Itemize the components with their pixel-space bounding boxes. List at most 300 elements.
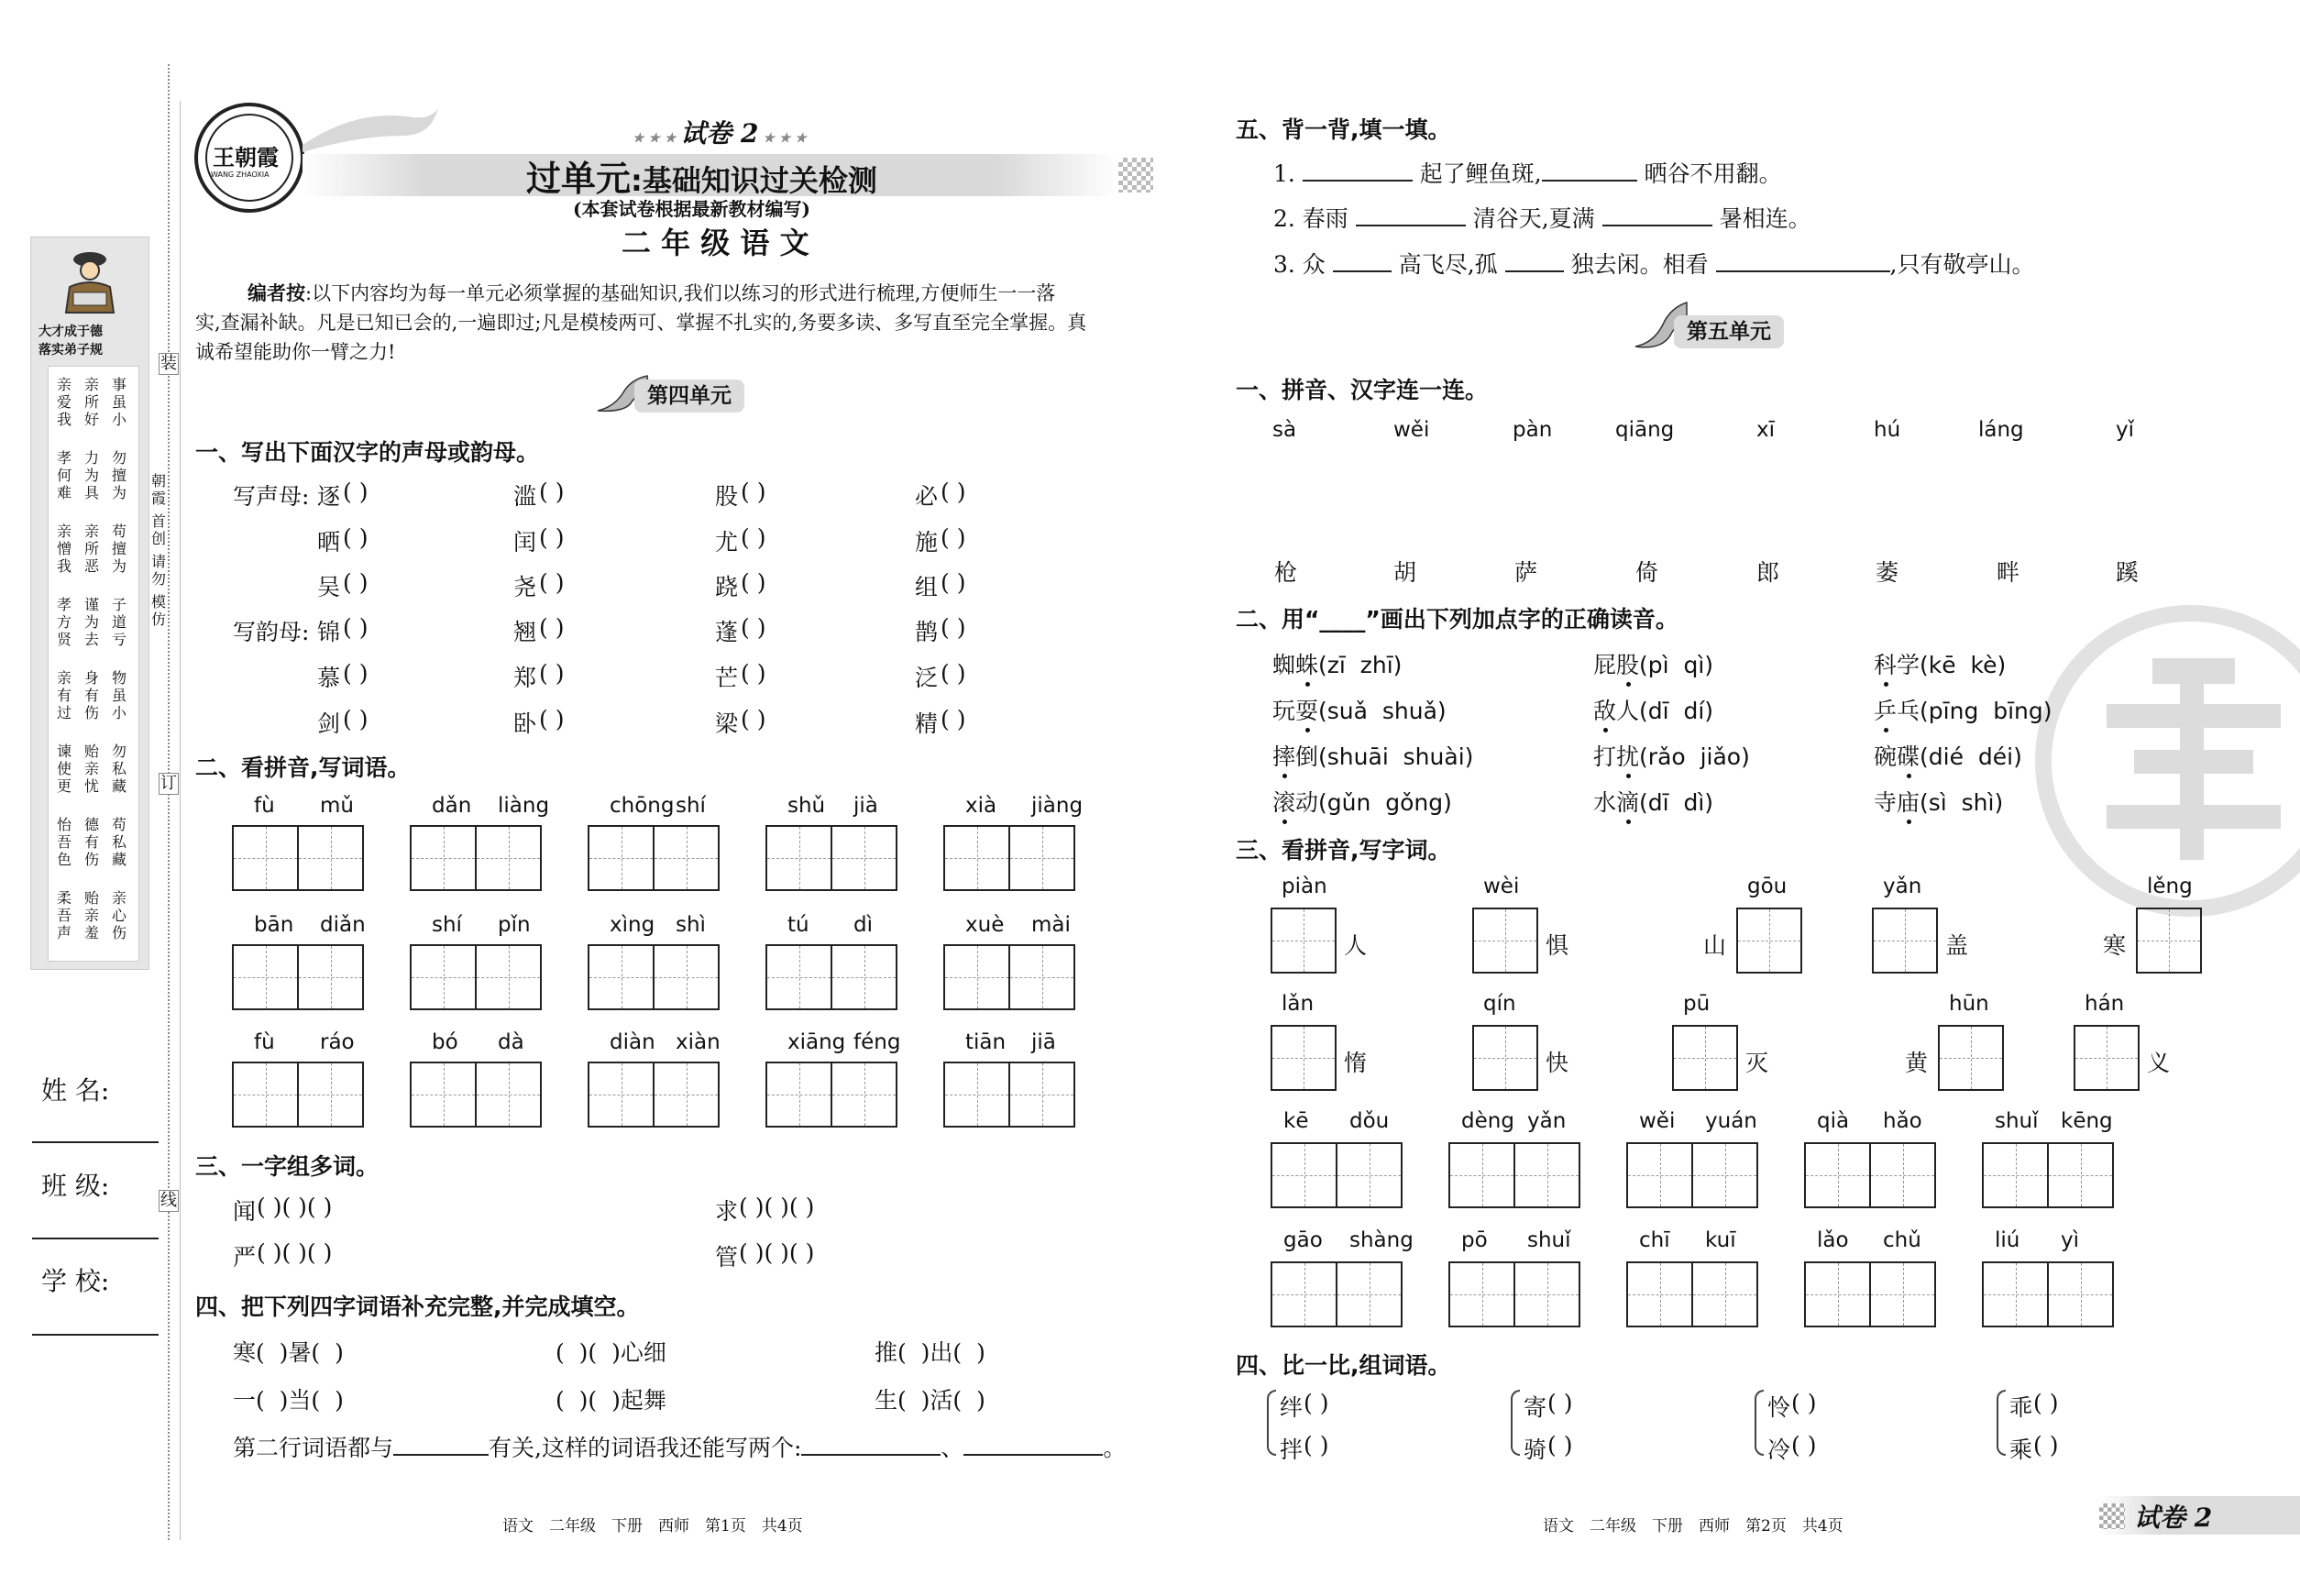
u4-q1-answer[interactable]: ( ) [941,524,966,551]
footer-left: 语文 二年级 下册 西师 第1页 共4页 [502,1517,803,1535]
u4-q2-pinyin: tú [787,913,809,937]
u4-q1-answer[interactable]: ( ) [539,706,565,732]
u4-q2-pinyin: fù [254,1030,275,1054]
u4-q2-pinyin: jiàng [1031,794,1084,818]
u4-q1-char: 滥 [513,483,537,510]
u5-q3-writing-grid[interactable] [1271,1261,1403,1327]
u4-q2-pinyin: tiān [965,1030,1007,1054]
poem-column: 苟私藏 [111,816,127,868]
u4-q2-pinyin: ráo [320,1030,355,1054]
u5-q3-writing-grid[interactable] [1271,908,1337,974]
u5-q3-writing-grid[interactable] [1626,1261,1758,1327]
u5-q3-pinyin: wèi [1483,875,1520,898]
u4-q4-idiom[interactable]: ( )( )起舞 [556,1387,666,1414]
u4-q1-char: 闰 [513,529,537,556]
u5-q3-writing-grid[interactable] [1982,1261,2114,1327]
class-label: 班 级: [41,1171,110,1201]
u5-q1-hanzi[interactable]: 郎 [1756,559,1780,586]
u5-q3-pinyin: gāo [1283,1228,1323,1252]
u5-q3-pinyin: chǔ [1883,1228,1921,1252]
binding-line-inner [180,101,181,1540]
u4-q2-writing-grid[interactable] [232,1062,364,1128]
u5-q3-pinyin: kē [1283,1109,1309,1133]
u4-q1-answer[interactable]: ( ) [343,660,369,687]
logo-seal: 王朝霞 WANG ZHAOXIA [194,103,304,213]
u5-q3-before-char: 山 [1703,932,1727,959]
poem-column: 怡吾色 [56,816,72,868]
u4-q1-char: 蓬 [715,619,739,645]
u4-q2-writing-grid[interactable] [943,825,1075,891]
u4-q1-char: 组 [915,574,939,600]
q5-blank-1[interactable] [1303,161,1413,182]
u5-q3-after-char: 快 [1546,1050,1569,1076]
cut-mark-1: 装 [160,354,177,373]
u4-q2-pinyin: féng [853,1030,901,1054]
u4-q2-pinyin: xià [965,794,997,818]
u5-q3-after-char: 人 [1344,932,1368,959]
u5-q3-writing-grid[interactable] [2136,908,2202,974]
u5-q3-pinyin: lěng [2147,875,2193,898]
poem-column: 孝方贤 [56,596,72,648]
u4-q1-label-sheng: 写声母: [233,483,310,510]
u5-q3-before-char: 黄 [1905,1050,1929,1076]
poem-column: 力为具 [83,449,99,501]
cut-mark-3: 线 [160,1191,177,1210]
u4-q1-answer[interactable]: ( ) [343,614,369,641]
q5-line-1: 1. 起了鲤鱼斑, 晒谷不用翻。 [1273,160,1782,187]
u4-q2-writing-grid[interactable] [410,825,542,891]
u4-q3-answers[interactable]: ( )( )( ) [257,1239,333,1266]
q5-line-2: 2. 春雨 清谷天,夏满 暑相连。 [1273,205,1811,232]
u5-q1-pinyin[interactable]: yǐ [2116,418,2135,442]
u4-q2-writing-grid[interactable] [943,1062,1075,1128]
u4-q1-answer[interactable]: ( ) [941,660,966,687]
u5-q2-item[interactable]: 敌人(dī dí) [1593,693,1713,726]
u5-q3-title: 三、看拼音,写字词。 [1236,837,1451,864]
u5-q3-writing-grid[interactable] [1626,1142,1758,1208]
u5-q1-hanzi[interactable]: 萨 [1514,559,1538,586]
poem-column: 贻亲忧 [83,743,99,795]
u4-q2-writing-grid[interactable] [588,944,720,1010]
u4-q1-answer[interactable]: ( ) [741,569,766,596]
u5-q3-pinyin: qín [1483,992,1516,1016]
u5-q4-answer[interactable]: ( ) [1304,1390,1329,1416]
poem-column: 亲所恶 [83,523,99,575]
u5-q2-title: 二、用“____”画出下列加点字的正确读音。 [1236,606,1678,633]
u4-q1-answer[interactable]: ( ) [343,479,369,505]
u4-q1-char: 慕 [317,665,341,691]
u5-q3-writing-grid[interactable] [2074,1025,2140,1091]
u4-q1-label-yun: 写韵母: [233,619,310,645]
poem-column: 谏使更 [56,743,72,795]
poem-column: 亲心伤 [111,889,127,941]
editor-note-line3: 诚希望能助你一臂之力! [195,341,396,363]
u4-q2-pinyin: dì [853,913,873,937]
u5-q1-hanzi[interactable]: 萎 [1876,559,1899,586]
u5-q2-item[interactable]: 滚动(gǔn gǒng) [1272,785,1452,818]
u5-q4-char: 冷 [1767,1436,1791,1463]
footer-right: 语文 二年级 下册 西师 第2页 共4页 [1543,1517,1843,1535]
poem-column: 亲爱我 [56,376,72,428]
u4-q4-blank-3[interactable] [963,1436,1103,1456]
u5-q4-answer[interactable]: ( ) [1304,1432,1329,1458]
u5-q3-pinyin: hūn [1949,992,1989,1016]
u4-q2-pinyin: xiāng [787,1030,846,1054]
poem-column: 柔吾声 [56,889,72,941]
u5-q2-item[interactable]: 打扰(rǎo jiǎo) [1593,739,1750,772]
u5-q4-title: 四、比一比,组词语。 [1236,1352,1451,1379]
copyright-col: 请 勿 [150,553,166,588]
u4-q1-char: 必 [915,483,939,510]
u4-q2-pinyin: chōng [610,794,675,818]
q5-line-3: 3. 众 高飞尽,孤 独去闲。相看 ,只有敬亭山。 [1273,251,2035,278]
u5-q3-writing-grid[interactable] [1472,908,1538,974]
u5-q3-pinyin: dǒu [1349,1109,1390,1133]
poem-column: 勿擅为 [111,449,127,501]
u4-q2-pinyin: jiā [1031,1030,1056,1054]
subtitle: (本套试卷根据最新教材编写) [573,198,810,220]
u4-q1-char: 尤 [715,529,739,556]
u4-q1-answer[interactable]: ( ) [941,479,966,505]
u5-q4-char: 怜 [1767,1394,1791,1421]
u5-q4-char: 拌 [1280,1436,1304,1463]
u5-q3-pinyin: shuǐ [1527,1228,1571,1252]
u4-q1-title: 一、写出下面汉字的声母或韵母。 [195,439,540,466]
u4-q4-blank-1[interactable] [393,1436,489,1456]
sidebar-motto-1: 大才成于德 [39,325,103,339]
u4-q1-char: 郑 [513,665,537,691]
sidebar-copyright [149,472,170,633]
u4-q1-char: 晒 [317,529,341,556]
u4-q1-char: 泛 [915,665,939,691]
u4-q2-pinyin: bó [432,1030,458,1054]
u5-q3-writing-grid[interactable] [1938,1025,2004,1091]
u5-q3-pinyin: yuán [1705,1109,1757,1133]
u4-q2-pinyin: jià [853,794,878,818]
u5-q3-pinyin: lǎo [1817,1228,1849,1252]
poem-column: 谨为去 [83,596,99,648]
u4-q1-answer[interactable]: ( ) [343,569,369,596]
u4-q2-writing-grid[interactable] [588,1062,720,1128]
u5-q3-writing-grid[interactable] [1271,1142,1403,1208]
u5-q3-pinyin: yì [2061,1228,2080,1252]
grade-title: 二 年 级 语 文 [622,226,809,260]
u4-q1-char: 股 [715,483,739,510]
u5-q4-answer[interactable]: ( ) [2033,1432,2059,1458]
u4-q1-char: 剑 [317,710,341,737]
sidebar-poem [48,366,139,962]
u5-q2-item[interactable]: 摔倒(shuāi shuài) [1272,739,1473,772]
u4-q4-idiom[interactable]: 一( )当( ) [233,1387,344,1414]
u5-q3-pinyin: pō [1461,1228,1488,1252]
u4-q1-answer[interactable]: ( ) [539,479,565,505]
editor-note-line1: 编者按:以下内容均为每一单元必须掌握的基础知识,我们以练习的形式进行梳理,方便师生一一落 [248,281,1056,304]
poem-column: 亲憎我 [56,523,72,575]
u4-q1-char: 施 [915,529,939,556]
u4-q2-writing-grid[interactable] [232,825,364,891]
u4-q2-title: 二、看拼音,写词语。 [195,754,411,781]
u5-q3-pinyin: shuǐ [1995,1109,2039,1133]
u4-q1-char: 尧 [513,574,537,600]
header-checker-icon [1118,158,1153,193]
u5-q1-hanzi[interactable]: 蹊 [2116,559,2140,586]
u4-q1-answer[interactable]: ( ) [539,524,565,551]
u4-q1-answer[interactable]: ( ) [941,569,966,596]
u5-q4-char: 乖 [2009,1394,2033,1421]
u5-q3-pinyin: pū [1683,992,1711,1016]
poem-column: 德有伤 [83,816,99,868]
u5-q1-pinyin[interactable]: hú [1874,418,1901,442]
u5-q4-answer[interactable]: ( ) [1547,1432,1573,1458]
u5-q1-pinyin[interactable]: qiāng [1615,418,1675,442]
u5-q3-writing-grid[interactable] [1982,1142,2114,1208]
u5-q1-hanzi[interactable]: 枪 [1274,559,1298,586]
u5-q3-pinyin: qià [1817,1109,1850,1133]
binding-line [168,64,170,1540]
u4-q1-char: 跷 [715,574,739,600]
u4-q4-idiom[interactable]: 寒( )暑( ) [233,1339,344,1366]
name-field[interactable] [32,1141,159,1143]
poem-column: 亲所好 [83,376,99,428]
u4-q1-answer[interactable]: ( ) [741,614,766,641]
u5-q3-pinyin: liú [1995,1228,2020,1252]
q5-blank-7[interactable] [1716,252,1890,272]
u5-q3-after-char: 灭 [1745,1050,1769,1076]
q5-blank-5[interactable] [1333,252,1392,272]
u4-q1-answer[interactable]: ( ) [741,706,766,732]
u5-q3-before-char: 寒 [2103,932,2127,959]
q5-blank-2[interactable] [1542,161,1637,182]
u5-q3-writing-grid[interactable] [1448,1142,1580,1208]
scholar-icon [57,247,123,318]
u5-q1-pinyin[interactable]: wěi [1393,418,1430,442]
cut-mark-2: 订 [160,774,177,793]
u5-q3-writing-grid[interactable] [1448,1261,1580,1327]
u5-q3-pinyin: chī [1639,1228,1670,1252]
u4-q4-title: 四、把下列四字词语补充完整,并完成填空。 [195,1293,640,1320]
u5-q3-pinyin: kēng [2061,1109,2113,1133]
u5-q3-writing-grid[interactable] [1804,1142,1936,1208]
copyright-col: 模 仿 [150,593,166,628]
u4-q2-pinyin: xiàn [676,1030,721,1054]
u4-q2-pinyin: shí [676,794,706,818]
u4-q1-answer[interactable]: ( ) [343,706,369,732]
u4-q3-char: 求 [715,1198,739,1225]
u5-q4-char: 绊 [1280,1394,1304,1421]
u5-q1-pinyin[interactable]: pàn [1513,418,1553,442]
u5-q3-after-char: 义 [2147,1050,2171,1076]
u5-q2-item[interactable]: 蜘蛛(zī zhī) [1272,647,1402,680]
q5-title: 五、背一背,填一填。 [1236,116,1451,143]
editor-note-line2: 实,查漏补缺。凡是已知已会的,一遍即过;凡是模棱两可、掌握不扎实的,务要多读、多写直至完全掌握。真 [195,312,1087,334]
u5-q3-writing-grid[interactable] [1736,908,1802,974]
copyright-col: 首 创 [150,512,166,547]
page-title: 过单元:基础知识过关检测 [526,159,877,199]
u4-q1-char: 逐 [317,483,341,510]
poem-column: 亲有过 [56,669,72,721]
u4-q2-pinyin: diǎn [320,913,366,937]
u5-q3-pinyin: piàn [1282,875,1327,898]
u5-q4-brace-icon [1755,1390,1764,1456]
u4-q1-char: 鹊 [915,619,939,645]
u5-q3-pinyin: kuī [1705,1228,1736,1252]
sidebar-motto-2: 落实弟子规 [39,343,103,358]
u5-q1-pinyin[interactable]: láng [1978,418,2024,442]
poem-column: 孝何难 [56,449,72,501]
u4-q2-pinyin: mǔ [320,794,354,818]
u5-q3-writing-grid[interactable] [1472,1025,1538,1091]
u5-q3-writing-grid[interactable] [1271,1025,1337,1091]
u4-q3-answers[interactable]: ( )( )( ) [739,1194,815,1220]
u4-q2-pinyin: liàng [498,794,550,818]
u5-q1-hanzi[interactable]: 倚 [1635,559,1659,586]
poem-column: 事虽小 [111,376,127,428]
u4-q1-answer[interactable]: ( ) [741,660,766,687]
u4-q4-fill-line: 第二行词语都与 有关,这样的词语我还能写两个: 、 。 [233,1435,1127,1461]
u5-q3-after-char: 惰 [1344,1050,1368,1076]
u5-q1-pinyin[interactable]: sà [1272,418,1297,442]
u4-q2-pinyin: shí [432,913,462,937]
u5-q4-answer[interactable]: ( ) [1791,1432,1817,1458]
u4-q3-char: 管 [715,1244,739,1271]
u4-q2-pinyin: shì [676,913,706,937]
q5-blank-6[interactable] [1505,252,1564,272]
u5-q4-answer[interactable]: ( ) [2033,1390,2059,1416]
u4-q1-answer[interactable]: ( ) [343,524,369,551]
poem-column: 物虽小 [111,669,127,721]
u4-q1-answer[interactable]: ( ) [539,660,565,687]
u4-q2-pinyin: bān [254,913,294,937]
u4-q2-writing-grid[interactable] [588,825,720,891]
footer-badge: 试卷 2 [2134,1502,2213,1533]
u5-q1-title: 一、拼音、汉字连一连。 [1236,377,1489,403]
q5-blank-4[interactable] [1602,206,1712,226]
u4-q3-char: 严 [233,1244,257,1271]
u5-q2-item[interactable]: 科学(kē kè) [1874,647,2006,680]
u5-q3-writing-grid[interactable] [1804,1261,1936,1327]
u4-q1-char: 卧 [513,710,537,737]
u5-q3-pinyin: yǎn [1883,875,1922,898]
poem-column: 身有伤 [83,669,99,721]
u5-q2-item[interactable]: 玩耍(suǎ shuǎ) [1272,693,1447,726]
u4-q2-writing-grid[interactable] [232,944,364,1010]
u5-q4-brace-icon [1511,1390,1520,1456]
u4-q2-pinyin: dà [498,1030,524,1054]
u4-q3-char: 闻 [233,1198,257,1225]
u5-q3-writing-grid[interactable] [1672,1025,1738,1091]
poem-column: 贻亲羞 [83,889,99,941]
poem-column: 苟擅为 [111,523,127,575]
u5-q4-char: 骑 [1524,1436,1547,1463]
u5-q1-hanzi[interactable]: 畔 [1997,559,2020,586]
unit4-badge: 第四单元 [634,380,744,413]
u4-q1-answer[interactable]: ( ) [741,479,766,505]
u5-q2-item[interactable]: 水滴(dī dì) [1593,785,1713,818]
poem-column: 子道亏 [111,596,127,648]
u4-q3-title: 三、一字组多词。 [195,1153,380,1180]
paper-number: ★ ★ ★ 试卷 2 ★ ★ ★ [633,118,807,149]
u4-q1-char: 芒 [715,665,739,691]
u4-q4-idiom[interactable]: 生( )活( ) [875,1387,985,1414]
u5-q2-item[interactable]: 碗碟(dié déi) [1874,739,2022,772]
u5-q1-pinyin[interactable]: xī [1756,418,1776,442]
u4-q2-writing-grid[interactable] [765,944,897,1010]
u4-q2-pinyin: xìng [610,913,655,937]
u4-q4-idiom[interactable]: 推( )出( ) [875,1339,985,1366]
u5-q3-pinyin: hǎo [1883,1109,1922,1133]
u5-q3-writing-grid[interactable] [1872,908,1938,974]
u5-q3-pinyin: lǎn [1282,992,1315,1016]
u5-q3-pinyin: gōu [1747,875,1788,898]
u4-q1-answer[interactable]: ( ) [941,706,966,732]
u4-q2-writing-grid[interactable] [943,944,1075,1010]
school-label: 学 校: [41,1266,110,1296]
u5-q2-item[interactable]: 乒乓(pīng bīng) [1874,693,2052,726]
u5-q4-brace-icon [1267,1390,1276,1456]
u5-q4-char: 寄 [1524,1394,1547,1421]
u4-q3-answers[interactable]: ( )( )( ) [739,1239,815,1266]
u4-q1-char: 锦 [317,619,341,645]
u4-q4-idiom[interactable]: ( )( )心细 [556,1339,666,1366]
u4-q1-char: 翘 [513,619,537,645]
u5-q4-char: 乘 [2009,1436,2033,1463]
u5-q4-brace-icon [1997,1390,2006,1456]
class-field[interactable] [32,1238,159,1239]
sidebar-panel [30,237,149,970]
unit5-badge: 第五单元 [1674,315,1784,348]
u4-q2-pinyin: shǔ [787,794,826,818]
name-label: 姓 名: [41,1075,110,1106]
u4-q2-writing-grid[interactable] [410,1062,542,1128]
copyright-col: 朝 霞 [150,472,166,507]
u4-q1-answer[interactable]: ( ) [941,614,966,641]
u4-q2-writing-grid[interactable] [765,825,897,891]
u4-q1-answer[interactable]: ( ) [539,614,565,641]
u4-q1-answer[interactable]: ( ) [539,569,565,596]
u5-q3-pinyin: wěi [1639,1109,1676,1133]
u4-q2-pinyin: dǎn [432,794,472,818]
u4-q2-writing-grid[interactable] [765,1062,897,1128]
secret-stamp-icon [2035,605,2300,917]
u4-q1-char: 吴 [317,574,341,600]
q5-blank-3[interactable] [1356,206,1466,226]
u5-q3-after-char: 惧 [1546,932,1569,959]
u5-q3-pinyin: dèng [1461,1109,1514,1133]
u4-q3-answers[interactable]: ( )( )( ) [257,1194,333,1220]
u4-q1-answer[interactable]: ( ) [741,524,766,551]
u4-q2-writing-grid[interactable] [410,944,542,1010]
u4-q4-blank-2[interactable] [801,1436,941,1456]
u4-q1-char: 梁 [715,710,739,737]
u4-q1-char: 精 [915,710,939,737]
school-field[interactable] [32,1334,159,1336]
u5-q3-after-char: 盖 [1945,932,1969,959]
u4-q2-pinyin: diàn [610,1030,655,1054]
u5-q4-answer[interactable]: ( ) [1791,1390,1817,1416]
u5-q3-pinyin: hán [2085,992,2125,1016]
u5-q4-answer[interactable]: ( ) [1547,1390,1573,1416]
u4-q2-pinyin: fù [254,794,275,818]
u5-q3-pinyin: yǎn [1527,1109,1567,1133]
u5-q1-hanzi[interactable]: 胡 [1393,559,1417,586]
u5-q3-pinyin: shàng [1349,1228,1414,1252]
poem-column: 勿私藏 [111,743,127,795]
u4-q2-pinyin: mài [1031,913,1071,937]
u5-q2-item[interactable]: 屁股(pì qì) [1593,647,1713,680]
u4-q2-pinyin: xuè [965,913,1005,937]
u5-q2-item[interactable]: 寺庙(sì shì) [1874,785,2003,818]
header-ribbon-icon [303,99,440,154]
